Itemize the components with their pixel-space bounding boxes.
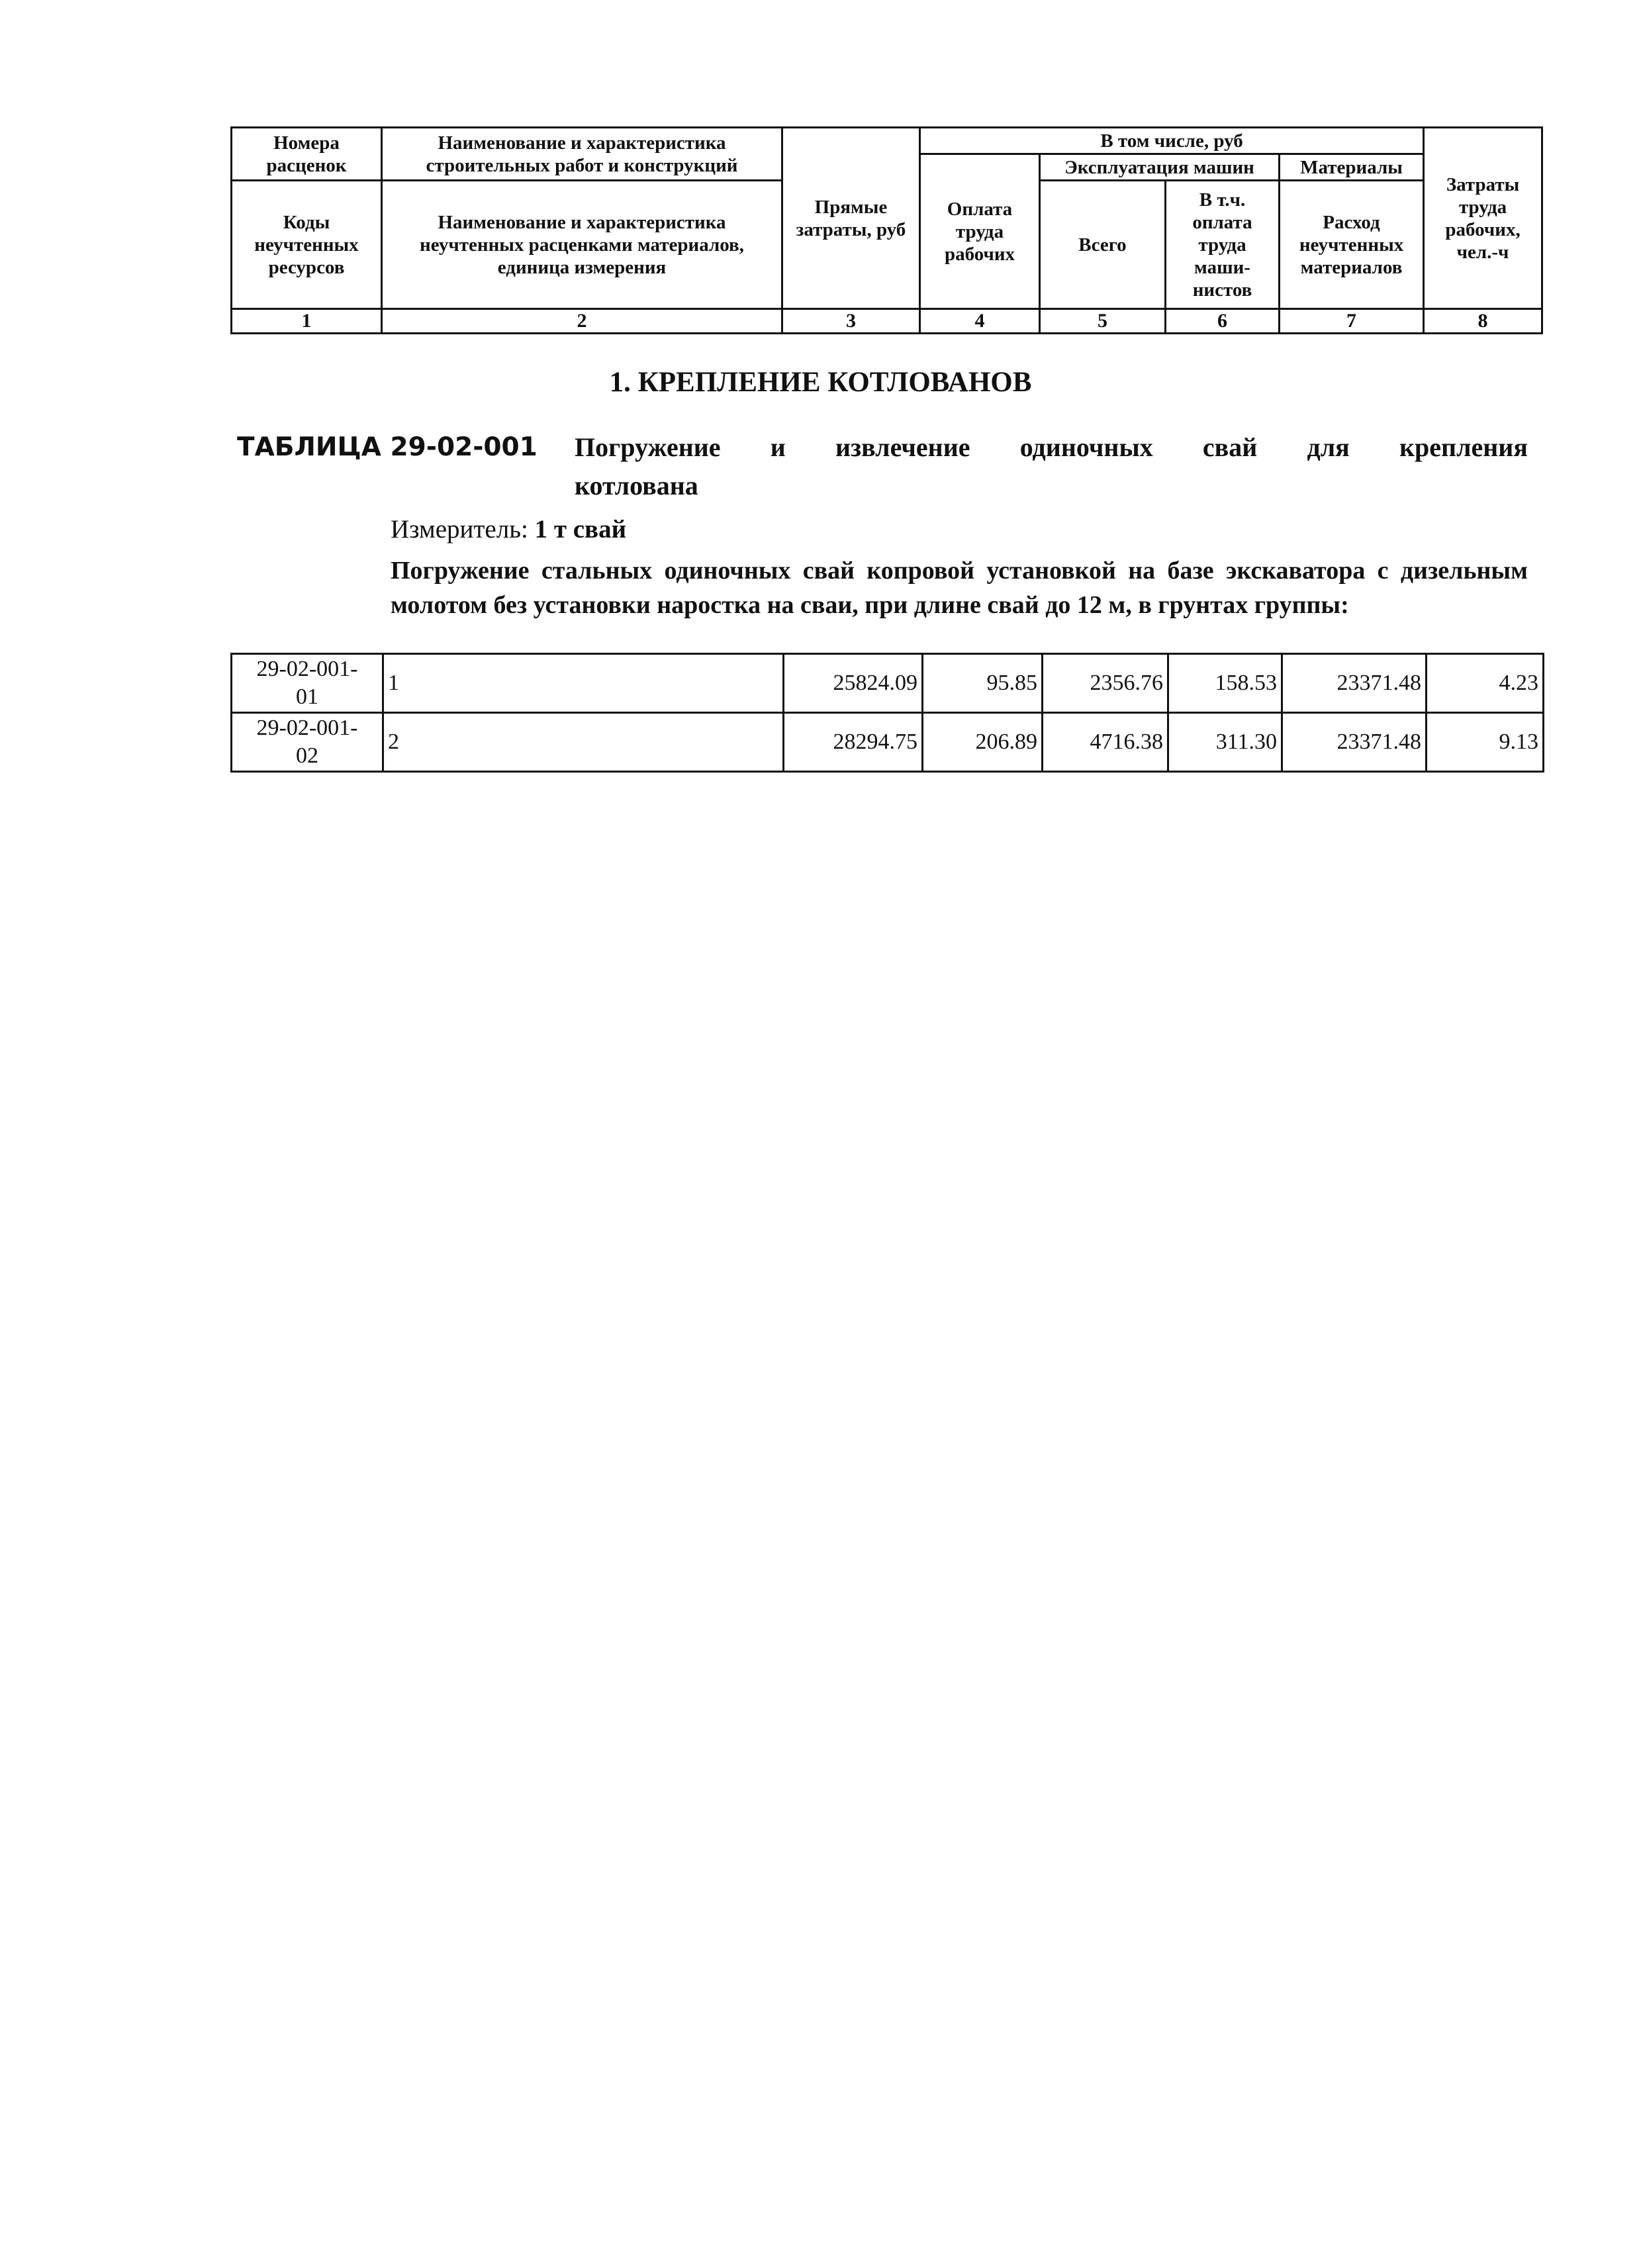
header-number: 6 [1166, 309, 1280, 334]
measure-value: 1 т свай [534, 515, 627, 543]
row-labor-hours: 9.13 [1427, 713, 1544, 772]
row-labor-cost: 206.89 [923, 713, 1043, 772]
header-col2-top: Наименование и характеристика строительных работ и конструкций [382, 128, 782, 181]
row-name: 2 [383, 713, 784, 772]
row-machines-labor: 158.53 [1168, 654, 1282, 713]
row-direct-cost: 28294.75 [784, 713, 923, 772]
row-materials: 23371.48 [1282, 654, 1427, 713]
row-materials: 23371.48 [1282, 713, 1427, 772]
section-title: 1. КРЕПЛЕНИЕ КОТЛОВАНОВ [609, 367, 1032, 398]
row-code-part1: 29-02-001- [256, 716, 358, 740]
header-col8: Затраты труда рабочих, чел.-ч [1424, 128, 1542, 309]
header-col1-bottom: Коды неучтенных ресурсов [232, 181, 382, 309]
row-code-part1: 29-02-001- [256, 657, 358, 681]
row-direct-cost: 25824.09 [784, 654, 923, 713]
header-col6: В т.ч. оплата труда маши-нистов [1166, 181, 1280, 309]
row-machines-labor: 311.30 [1168, 713, 1282, 772]
header-number: 8 [1424, 309, 1542, 334]
measure-line [391, 513, 626, 546]
table-row [232, 654, 1544, 713]
row-name: 1 [383, 654, 784, 713]
header-table [230, 126, 1543, 334]
header-number: 7 [1280, 309, 1424, 334]
table-code: ТАБЛИЦА 29-02-001 [237, 432, 538, 462]
header-machines-group: Эксплуатация машин [1040, 154, 1280, 181]
header-number: 4 [920, 309, 1040, 334]
header-number: 1 [232, 309, 382, 334]
header-col4: Оплата труда рабочих [920, 154, 1040, 309]
row-machines-total: 2356.76 [1043, 654, 1168, 713]
header-number: 2 [382, 309, 782, 334]
header-group-label: В том числе, руб [920, 128, 1424, 154]
header-col3: Прямые затраты, руб [782, 128, 920, 309]
table-name-line1: Погружение и извлечение одиночных свай для крепления [575, 432, 1528, 462]
header-materials-group: Материалы [1280, 154, 1424, 181]
header-col7: Расход неучтенных материалов [1280, 181, 1424, 309]
row-labor-hours: 4.23 [1427, 654, 1544, 713]
header-number: 3 [782, 309, 920, 334]
work-description: Погружение стальных одиночных свай копровой установкой на базе экскаватора с дизельным молотом без установки наростка на сваи, при длине свай до 12 м, в грунтах группы: [391, 557, 1528, 619]
header-col1-top: Номера расценок [232, 128, 382, 181]
row-code [232, 713, 383, 772]
row-code [232, 654, 383, 713]
table-row [232, 713, 1544, 772]
header-col2-bottom: Наименование и характеристика неучтенных расценками материалов, единица измерения [382, 181, 782, 309]
row-code-part2: 02 [296, 743, 318, 768]
row-machines-total: 4716.38 [1043, 713, 1168, 772]
rates-table [230, 653, 1544, 773]
row-code-part2: 01 [296, 685, 318, 709]
row-labor-cost: 95.85 [923, 654, 1043, 713]
header-col5: Всего [1040, 181, 1166, 309]
measure-label: Измеритель: [391, 515, 535, 543]
table-name-line2: котлована [575, 471, 698, 500]
header-number: 5 [1040, 309, 1166, 334]
